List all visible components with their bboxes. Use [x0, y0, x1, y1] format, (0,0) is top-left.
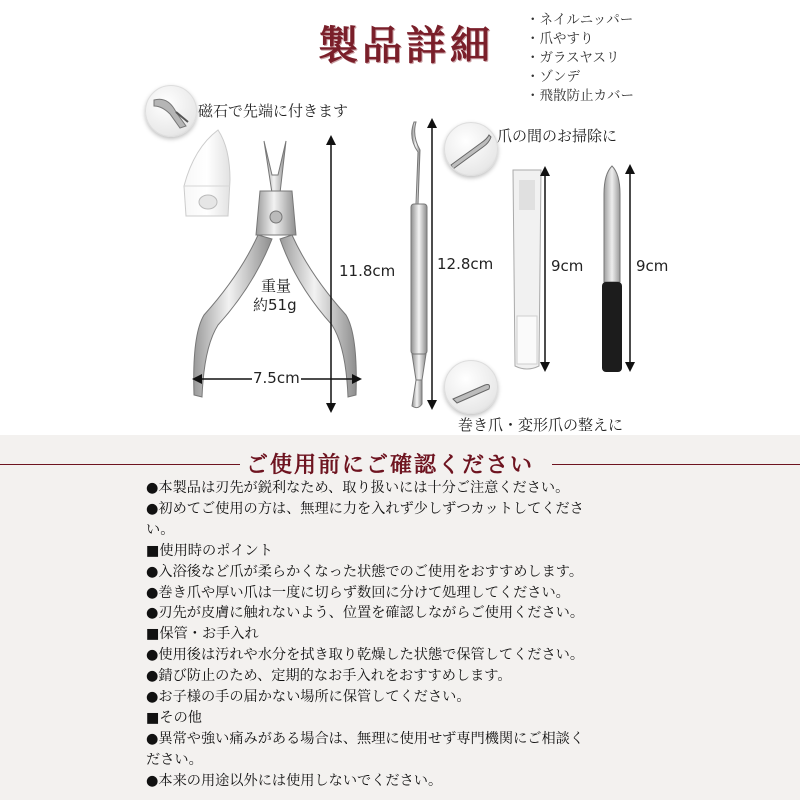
- notice-line: い。: [146, 521, 175, 538]
- notice-section-heading: ■使用時のポイント: [146, 542, 273, 559]
- probe-end-closeup-icon: [444, 360, 498, 414]
- heading-divider-right: [552, 464, 800, 465]
- contents-item: ・飛散防止カバー: [526, 88, 634, 104]
- probe-length-label: 12.8cm: [437, 255, 494, 273]
- nipper-width-label: 7.5cm: [253, 369, 300, 387]
- cleaning-callout-text: 爪の間のお掃除に: [497, 127, 618, 145]
- contents-list: [526, 11, 634, 106]
- contents-item: ・ゾンデ: [526, 69, 580, 85]
- nail-file-length-label: 9cm: [636, 257, 669, 275]
- notice-body: [146, 478, 666, 792]
- ingrown-callout-text: 巻き爪・変形爪の整えに: [458, 416, 624, 434]
- magnet-callout-text: 磁石で先端に付きます: [198, 102, 349, 120]
- notice-line: ●巻き爪や厚い爪は一度に切らず数回に分けて処理してください。: [146, 584, 570, 601]
- probe-tip-closeup-icon: [444, 122, 498, 176]
- notice-line: ●お子様の手の届かない場所に保管してください。: [146, 689, 471, 706]
- heading-divider-left: [0, 464, 240, 465]
- glass-file-length-label: 9cm: [551, 257, 584, 275]
- notice-line: ●入浴後など爪が柔らかくなった状態でのご使用をおすすめします。: [146, 563, 584, 580]
- notice-heading: ご使用前にご確認ください: [246, 452, 535, 478]
- notice-line: ●初めてご使用の方は、無理に力を入れず少しずつカットしてくださ: [146, 500, 584, 517]
- weight-value: 約51g: [253, 296, 297, 314]
- contents-item: ・ネイルニッパー: [526, 12, 634, 28]
- notice-line: ●刃先が皮膚に触れないよう、位置を確認しながらご使用ください。: [146, 605, 585, 622]
- page-title: 製品詳細: [318, 22, 494, 69]
- contents-item: ・ガラスヤスリ: [526, 50, 620, 66]
- contents-item: ・爪やすり: [526, 31, 594, 47]
- notice-line: ●錆び防止のため、定期的なお手入れをおすすめします。: [146, 668, 512, 685]
- notice-line: ●使用後は汚れや水分を拭き取り乾燥した状態で保管してください。: [146, 647, 585, 664]
- notice-section-heading: ■その他: [146, 709, 202, 726]
- notice-section-heading: ■保管・お手入れ: [146, 626, 259, 643]
- weight-label: 重量: [261, 277, 292, 295]
- notice-line: ●異常や強い痛みがある場合は、無理に使用せず専門機関にご相談く: [146, 730, 585, 747]
- notice-line: ●本製品は刃先が鋭利なため、取り扱いには十分ご注意ください。: [146, 480, 570, 496]
- nipper-height-label: 11.8cm: [339, 262, 396, 280]
- notice-line: ●本来の用途以外には使用しないでください。: [146, 772, 443, 789]
- notice-line: ださい。: [146, 751, 203, 768]
